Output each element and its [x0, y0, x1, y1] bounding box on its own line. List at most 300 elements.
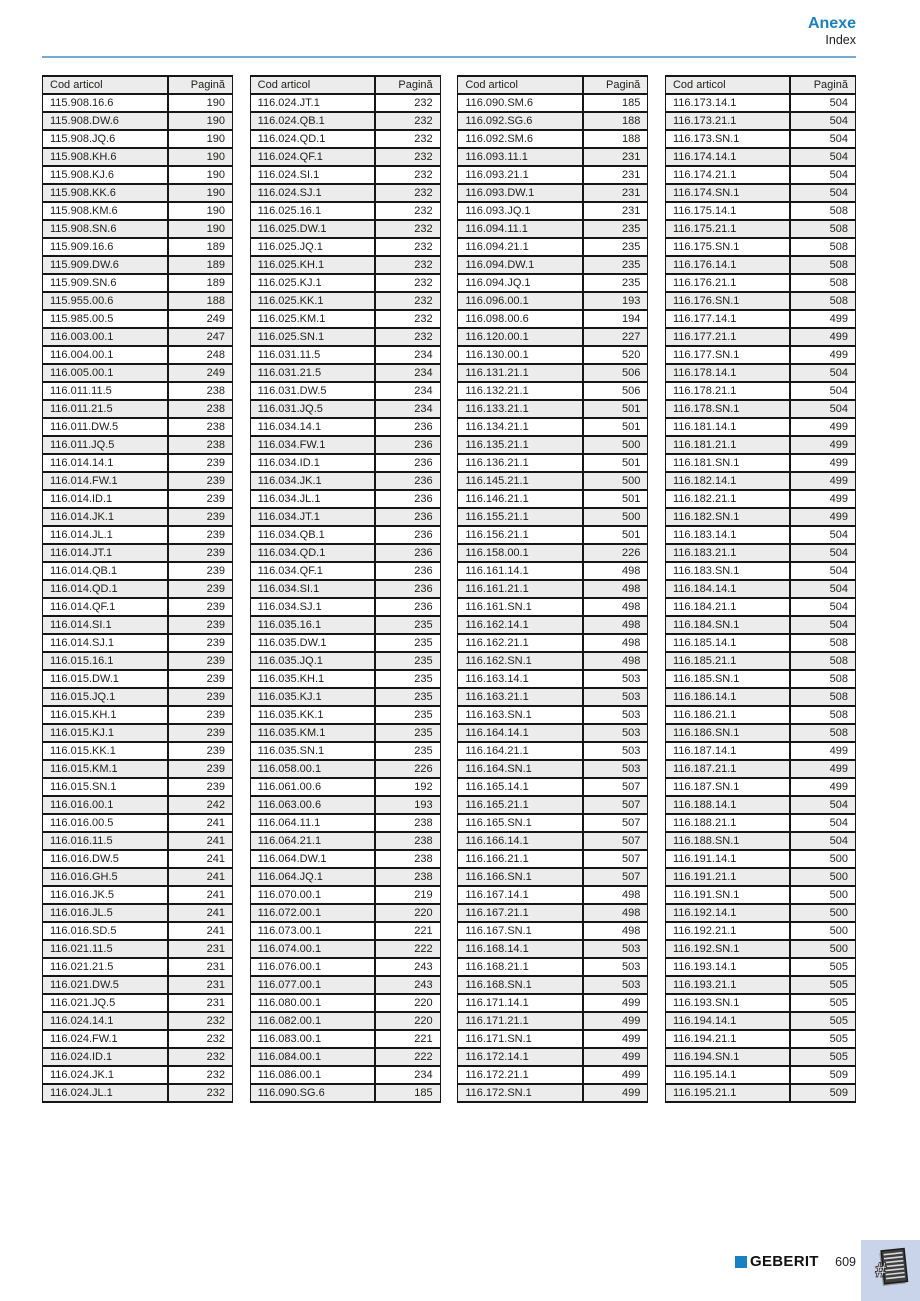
- article-code-cell: 116.025.KK.1: [250, 292, 375, 310]
- page-number-cell: 505: [790, 1048, 855, 1066]
- table-row: [250, 400, 440, 418]
- table-row: [250, 292, 440, 310]
- article-code-cell: 116.178.14.1: [665, 364, 790, 382]
- table-row: [250, 814, 440, 832]
- article-code-cell: 116.031.DW.5: [250, 382, 375, 400]
- page-number-cell: 239: [168, 670, 233, 688]
- table-row: [458, 832, 648, 850]
- table-row: [665, 184, 855, 202]
- article-code-cell: 116.171.SN.1: [458, 1030, 583, 1048]
- page-header: [808, 15, 856, 48]
- table-row: [250, 616, 440, 634]
- article-code-cell: 116.077.00.1: [250, 976, 375, 994]
- article-code-cell: 116.031.21.5: [250, 364, 375, 382]
- page-number-cell: 498: [583, 562, 648, 580]
- article-code-cell: 116.090.SM.6: [458, 94, 583, 112]
- page-number-cell: 239: [168, 778, 233, 796]
- page-number-cell: 232: [375, 310, 440, 328]
- article-code-cell: 116.024.JT.1: [250, 94, 375, 112]
- table-row: [250, 832, 440, 850]
- page-number-cell: 235: [375, 742, 440, 760]
- article-code-cell: 116.015.SN.1: [43, 778, 168, 796]
- page-number-cell: 507: [583, 850, 648, 868]
- table-row: [665, 670, 855, 688]
- page-number-cell: 232: [168, 1012, 233, 1030]
- table-row: [250, 202, 440, 220]
- page-number-cell: 499: [583, 994, 648, 1012]
- article-code-cell: 116.191.14.1: [665, 850, 790, 868]
- table-row: [458, 976, 648, 994]
- article-code-cell: 116.156.21.1: [458, 526, 583, 544]
- article-code-cell: 116.011.JQ.5: [43, 436, 168, 454]
- page-number-cell: 219: [375, 886, 440, 904]
- page-number-cell: 508: [790, 274, 855, 292]
- table-row: [43, 706, 233, 724]
- table-row: [43, 184, 233, 202]
- article-code-cell: 116.015.KK.1: [43, 742, 168, 760]
- table-row: [250, 688, 440, 706]
- table-row: [250, 418, 440, 436]
- article-code-cell: 116.034.QD.1: [250, 544, 375, 562]
- table-row: [250, 94, 440, 112]
- table-row: [43, 256, 233, 274]
- article-code-cell: 116.074.00.1: [250, 940, 375, 958]
- article-code-cell: 116.024.QD.1: [250, 130, 375, 148]
- page-number-cell: 505: [790, 1012, 855, 1030]
- article-code-cell: 115.955.00.6: [43, 292, 168, 310]
- page-number-cell: 500: [790, 886, 855, 904]
- article-code-cell: 116.185.SN.1: [665, 670, 790, 688]
- article-code-cell: 116.025.DW.1: [250, 220, 375, 238]
- table-row: [43, 220, 233, 238]
- article-code-cell: 116.014.JK.1: [43, 508, 168, 526]
- table-row: [458, 652, 648, 670]
- page-number-cell: 499: [790, 472, 855, 490]
- page-number-cell: 508: [790, 256, 855, 274]
- table-row: [43, 202, 233, 220]
- article-code-cell: 116.168.14.1: [458, 940, 583, 958]
- table-row: [458, 1012, 648, 1030]
- article-code-cell: 116.058.00.1: [250, 760, 375, 778]
- table-header-row: [665, 76, 855, 94]
- table-row: [665, 238, 855, 256]
- page-number-cell: 235: [375, 706, 440, 724]
- article-code-cell: 116.193.21.1: [665, 976, 790, 994]
- page-number-cell: 241: [168, 922, 233, 940]
- page-number-cell: 508: [790, 238, 855, 256]
- article-code-cell: 116.165.SN.1: [458, 814, 583, 832]
- page-number-cell: 232: [375, 94, 440, 112]
- page-number-cell: 507: [583, 868, 648, 886]
- page-number-cell: 498: [583, 580, 648, 598]
- page-number-cell: 239: [168, 454, 233, 472]
- page-number-cell: 185: [583, 94, 648, 112]
- article-code-cell: 116.177.14.1: [665, 310, 790, 328]
- article-code-cell: 116.093.21.1: [458, 166, 583, 184]
- article-code-cell: 116.186.SN.1: [665, 724, 790, 742]
- article-code-cell: 116.175.21.1: [665, 220, 790, 238]
- article-code-cell: 116.166.14.1: [458, 832, 583, 850]
- table-row: [250, 868, 440, 886]
- article-code-cell: 115.908.KM.6: [43, 202, 168, 220]
- folio-page-number: 609: [835, 1255, 856, 1269]
- table-row: [665, 400, 855, 418]
- article-code-cell: 116.011.11.5: [43, 382, 168, 400]
- article-code-cell: 116.164.SN.1: [458, 760, 583, 778]
- article-code-cell: 116.021.21.5: [43, 958, 168, 976]
- table-row: [458, 130, 648, 148]
- page-number-cell: 508: [790, 724, 855, 742]
- page-number-cell: 190: [168, 94, 233, 112]
- page-number-cell: 247: [168, 328, 233, 346]
- article-code-cell: 116.172.21.1: [458, 1066, 583, 1084]
- page-number-cell: 500: [790, 940, 855, 958]
- table-row: [43, 976, 233, 994]
- page-number-cell: 236: [375, 472, 440, 490]
- page-number-cell: 236: [375, 562, 440, 580]
- article-code-cell: 116.015.KH.1: [43, 706, 168, 724]
- table-row: [458, 616, 648, 634]
- article-code-cell: 116.181.14.1: [665, 418, 790, 436]
- page-subtitle: Index: [825, 33, 856, 48]
- table-row: [43, 112, 233, 130]
- article-code-cell: 116.163.14.1: [458, 670, 583, 688]
- page-number-cell: 503: [583, 760, 648, 778]
- table-row: [458, 796, 648, 814]
- page-number-cell: 503: [583, 742, 648, 760]
- table-row: [250, 724, 440, 742]
- article-code-cell: 116.172.14.1: [458, 1048, 583, 1066]
- page-number-cell: 190: [168, 202, 233, 220]
- table-row: [458, 274, 648, 292]
- article-code-cell: 116.034.JL.1: [250, 490, 375, 508]
- table-row: [43, 508, 233, 526]
- page-number-cell: 241: [168, 832, 233, 850]
- table-row: [43, 364, 233, 382]
- page-number-cell: 232: [168, 1030, 233, 1048]
- page-number-cell: 238: [168, 400, 233, 418]
- article-code-cell: 116.181.SN.1: [665, 454, 790, 472]
- table-row: [43, 958, 233, 976]
- table-row: [665, 436, 855, 454]
- article-code-cell: 116.194.SN.1: [665, 1048, 790, 1066]
- table-row: [43, 130, 233, 148]
- article-code-cell: 116.167.14.1: [458, 886, 583, 904]
- table-row: [458, 472, 648, 490]
- table-row: [458, 922, 648, 940]
- page-number-cell: 504: [790, 166, 855, 184]
- article-code-cell: 116.181.21.1: [665, 436, 790, 454]
- table-row: [43, 544, 233, 562]
- table-row: [250, 742, 440, 760]
- table-row: [665, 1066, 855, 1084]
- table-row: [458, 634, 648, 652]
- article-code-cell: 116.031.11.5: [250, 346, 375, 364]
- article-code-cell: 116.015.16.1: [43, 652, 168, 670]
- table-row: [43, 1012, 233, 1030]
- page-number-cell: 499: [790, 310, 855, 328]
- table-row: [665, 760, 855, 778]
- page-number-cell: 508: [790, 652, 855, 670]
- column-header-code: Cod articol: [665, 76, 790, 94]
- table-row: [250, 1048, 440, 1066]
- table-row: [458, 562, 648, 580]
- page-number-cell: 239: [168, 706, 233, 724]
- article-code-cell: 115.908.16.6: [43, 94, 168, 112]
- table-row: [458, 904, 648, 922]
- page-number-cell: 188: [583, 112, 648, 130]
- table-row: [458, 706, 648, 724]
- table-row: [665, 166, 855, 184]
- article-code-cell: 116.136.21.1: [458, 454, 583, 472]
- table-row: [43, 904, 233, 922]
- table-row: [43, 670, 233, 688]
- page-number-cell: 500: [790, 904, 855, 922]
- table-row: [665, 994, 855, 1012]
- table-row: [250, 1066, 440, 1084]
- page-number-cell: 236: [375, 544, 440, 562]
- table-row: [250, 454, 440, 472]
- table-row: [250, 706, 440, 724]
- article-code-cell: 115.908.DW.6: [43, 112, 168, 130]
- article-code-cell: 116.195.21.1: [665, 1084, 790, 1102]
- article-code-cell: 116.155.21.1: [458, 508, 583, 526]
- table-row: [458, 490, 648, 508]
- article-code-cell: 116.034.QF.1: [250, 562, 375, 580]
- table-row: [250, 778, 440, 796]
- table-row: [665, 292, 855, 310]
- page-number-cell: 235: [375, 688, 440, 706]
- page-number-cell: 504: [790, 832, 855, 850]
- page-number-cell: 249: [168, 364, 233, 382]
- page-number-cell: 504: [790, 184, 855, 202]
- article-code-cell: 116.187.21.1: [665, 760, 790, 778]
- page-number-cell: 242: [168, 796, 233, 814]
- table-row: [43, 526, 233, 544]
- page-number-cell: 238: [168, 436, 233, 454]
- page-number-cell: 222: [375, 940, 440, 958]
- table-row: [43, 652, 233, 670]
- page-number-cell: 190: [168, 112, 233, 130]
- table-row: [458, 328, 648, 346]
- page-number-cell: 231: [583, 202, 648, 220]
- table-row: [43, 382, 233, 400]
- table-row: [458, 742, 648, 760]
- article-code-cell: 116.024.JL.1: [43, 1084, 168, 1102]
- page-number-cell: 189: [168, 274, 233, 292]
- page-number-cell: 235: [375, 670, 440, 688]
- table-row: [665, 1048, 855, 1066]
- article-code-cell: 116.164.21.1: [458, 742, 583, 760]
- page-number-cell: 239: [168, 508, 233, 526]
- table-row: [665, 616, 855, 634]
- table-row: [665, 490, 855, 508]
- article-code-cell: 116.034.JK.1: [250, 472, 375, 490]
- article-code-cell: 116.014.QB.1: [43, 562, 168, 580]
- article-code-cell: 116.086.00.1: [250, 1066, 375, 1084]
- article-code-cell: 116.034.14.1: [250, 418, 375, 436]
- article-code-cell: 116.034.FW.1: [250, 436, 375, 454]
- table-row: [665, 382, 855, 400]
- svg-text:#: #: [874, 1259, 887, 1282]
- page-number-cell: 238: [375, 850, 440, 868]
- article-code-cell: 115.908.KH.6: [43, 148, 168, 166]
- table-row: [250, 274, 440, 292]
- page-number-cell: 232: [375, 130, 440, 148]
- table-row: [665, 652, 855, 670]
- article-code-cell: 116.161.14.1: [458, 562, 583, 580]
- article-code-cell: 116.064.DW.1: [250, 850, 375, 868]
- page-number-cell: 236: [375, 454, 440, 472]
- article-code-cell: 116.165.14.1: [458, 778, 583, 796]
- page-number-cell: 232: [168, 1048, 233, 1066]
- article-code-cell: 116.061.00.6: [250, 778, 375, 796]
- article-code-cell: 116.014.SI.1: [43, 616, 168, 634]
- index-register-icon: [872, 1244, 910, 1297]
- table-row: [250, 652, 440, 670]
- table-row: [250, 238, 440, 256]
- table-row: [43, 238, 233, 256]
- page-number-cell: 239: [168, 652, 233, 670]
- article-code-cell: 116.024.ID.1: [43, 1048, 168, 1066]
- table-row: [665, 868, 855, 886]
- table-row: [43, 562, 233, 580]
- page-number-cell: 234: [375, 400, 440, 418]
- table-row: [250, 112, 440, 130]
- table-row: [665, 706, 855, 724]
- page-number-cell: 236: [375, 580, 440, 598]
- article-code-cell: 115.985.00.5: [43, 310, 168, 328]
- table-row: [665, 598, 855, 616]
- table-row: [43, 778, 233, 796]
- table-row: [665, 922, 855, 940]
- table-row: [665, 1012, 855, 1030]
- article-code-cell: 115.909.16.6: [43, 238, 168, 256]
- page-number-cell: 503: [583, 976, 648, 994]
- page-number-cell: 498: [583, 886, 648, 904]
- article-code-cell: 116.191.SN.1: [665, 886, 790, 904]
- article-code-cell: 116.176.14.1: [665, 256, 790, 274]
- table-row: [665, 688, 855, 706]
- page-number-cell: 241: [168, 886, 233, 904]
- table-row: [458, 850, 648, 868]
- page-number-cell: 232: [375, 202, 440, 220]
- article-code-cell: 116.162.21.1: [458, 634, 583, 652]
- page-number-cell: 239: [168, 598, 233, 616]
- article-code-cell: 116.171.21.1: [458, 1012, 583, 1030]
- table-header-row: [250, 76, 440, 94]
- page-number-cell: 498: [583, 634, 648, 652]
- page-number-cell: 231: [168, 958, 233, 976]
- page-number-cell: 221: [375, 922, 440, 940]
- page-number-cell: 508: [790, 688, 855, 706]
- table-row: [250, 598, 440, 616]
- page-number-cell: 503: [583, 670, 648, 688]
- article-code-cell: 116.172.SN.1: [458, 1084, 583, 1102]
- page-number-cell: 226: [375, 760, 440, 778]
- table-row: [665, 220, 855, 238]
- article-code-cell: 116.073.00.1: [250, 922, 375, 940]
- article-code-cell: 115.908.KK.6: [43, 184, 168, 202]
- page-number-cell: 498: [583, 922, 648, 940]
- page-number-cell: 499: [790, 328, 855, 346]
- article-code-cell: 116.035.KH.1: [250, 670, 375, 688]
- page-number-cell: 508: [790, 634, 855, 652]
- article-code-cell: 116.003.00.1: [43, 328, 168, 346]
- table-row: [458, 1030, 648, 1048]
- article-code-cell: 116.166.SN.1: [458, 868, 583, 886]
- table-row: [43, 166, 233, 184]
- page-number-cell: 241: [168, 868, 233, 886]
- table-row: [250, 148, 440, 166]
- article-code-cell: 116.015.DW.1: [43, 670, 168, 688]
- table-row: [665, 958, 855, 976]
- page-number-cell: 503: [583, 958, 648, 976]
- page-number-cell: 500: [790, 868, 855, 886]
- table-row: [43, 454, 233, 472]
- article-code-cell: 116.171.14.1: [458, 994, 583, 1012]
- page-number-cell: 504: [790, 526, 855, 544]
- page-number-cell: 234: [375, 364, 440, 382]
- table-row: [458, 202, 648, 220]
- article-code-cell: 116.192.14.1: [665, 904, 790, 922]
- page-number-cell: 236: [375, 490, 440, 508]
- table-row: [665, 976, 855, 994]
- table-row: [250, 220, 440, 238]
- page-number-cell: 504: [790, 364, 855, 382]
- article-code-cell: 116.133.21.1: [458, 400, 583, 418]
- table-row: [665, 148, 855, 166]
- article-code-cell: 116.082.00.1: [250, 1012, 375, 1030]
- article-code-cell: 116.076.00.1: [250, 958, 375, 976]
- article-code-cell: 116.177.SN.1: [665, 346, 790, 364]
- page-number-cell: 235: [583, 220, 648, 238]
- article-code-cell: 116.093.DW.1: [458, 184, 583, 202]
- page-number-cell: 500: [790, 850, 855, 868]
- table-row: [43, 1084, 233, 1102]
- table-row: [458, 364, 648, 382]
- page-number-cell: 193: [583, 292, 648, 310]
- article-code-cell: 116.175.SN.1: [665, 238, 790, 256]
- article-code-cell: 116.094.DW.1: [458, 256, 583, 274]
- table-row: [250, 922, 440, 940]
- page-number-cell: 508: [790, 202, 855, 220]
- table-row: [43, 886, 233, 904]
- article-code-cell: 116.183.14.1: [665, 526, 790, 544]
- article-code-cell: 116.025.KH.1: [250, 256, 375, 274]
- article-code-cell: 116.016.00.1: [43, 796, 168, 814]
- article-code-cell: 116.131.21.1: [458, 364, 583, 382]
- table-row: [458, 1066, 648, 1084]
- column-header-code: Cod articol: [43, 76, 168, 94]
- page-number-cell: 504: [790, 544, 855, 562]
- article-code-cell: 116.034.SI.1: [250, 580, 375, 598]
- article-code-cell: 115.908.SN.6: [43, 220, 168, 238]
- article-code-cell: 116.183.SN.1: [665, 562, 790, 580]
- table-row: [665, 940, 855, 958]
- page-number-cell: 507: [583, 778, 648, 796]
- page-number-cell: 499: [583, 1084, 648, 1102]
- page-number-cell: 239: [168, 544, 233, 562]
- page-number-cell: 504: [790, 814, 855, 832]
- table-row: [458, 814, 648, 832]
- table-row: [43, 598, 233, 616]
- page-number-cell: 232: [375, 112, 440, 130]
- article-code-cell: 116.011.DW.5: [43, 418, 168, 436]
- article-code-cell: 116.093.JQ.1: [458, 202, 583, 220]
- page-number-cell: 503: [583, 688, 648, 706]
- article-code-cell: 116.035.KJ.1: [250, 688, 375, 706]
